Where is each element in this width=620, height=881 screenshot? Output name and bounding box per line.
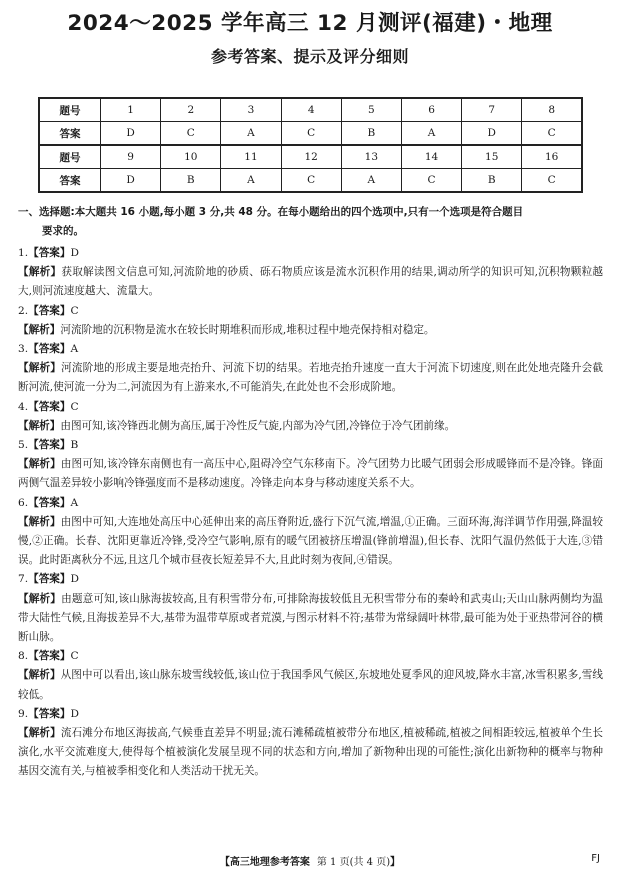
row-header: 题号 bbox=[39, 98, 101, 122]
table-cell: 13 bbox=[341, 145, 401, 169]
question-item bbox=[18, 570, 603, 647]
table-cell: A bbox=[221, 169, 281, 193]
answer-label: 【答案】 bbox=[28, 650, 71, 663]
table-cell: C bbox=[522, 122, 582, 146]
explanation bbox=[18, 455, 603, 493]
question-item bbox=[18, 244, 603, 302]
answer-label: 【答案】 bbox=[28, 304, 71, 317]
analysis-label: 【解析】 bbox=[18, 323, 61, 336]
answer-value: B bbox=[70, 439, 79, 452]
table-cell: 9 bbox=[101, 145, 161, 169]
answer-line bbox=[18, 398, 603, 417]
answer-label: 【答案】 bbox=[28, 400, 71, 413]
table-cell: D bbox=[101, 122, 161, 146]
table-row bbox=[39, 122, 582, 146]
table-cell: C bbox=[401, 169, 461, 193]
explanation-text: 河流阶地的形成主要是地壳抬升、河流下切的结果。若地壳抬升速度一直大于河流下切速度,则在此处地壳隆升会截断河流,使河流一分为二,河流因为有上游来水,不可能消失,在此处也不会形成阶地。 bbox=[18, 362, 603, 394]
analysis-label: 【解析】 bbox=[18, 266, 62, 279]
table-cell: 16 bbox=[522, 145, 582, 169]
question-item bbox=[18, 398, 603, 436]
question-number: 7. bbox=[18, 573, 29, 586]
footer-close: 】 bbox=[390, 857, 401, 868]
table-cell: 5 bbox=[341, 98, 401, 122]
explanation bbox=[18, 724, 603, 782]
table-cell: 12 bbox=[281, 145, 341, 169]
question-number: 9. bbox=[18, 707, 29, 720]
table-cell: 7 bbox=[462, 98, 522, 122]
question-item bbox=[18, 494, 603, 571]
answer-line bbox=[18, 436, 603, 455]
answer-line bbox=[18, 647, 603, 666]
analysis-label: 【解析】 bbox=[18, 727, 61, 740]
table-cell: 3 bbox=[221, 98, 281, 122]
page-number: 第 1 页(共 4 页) bbox=[316, 857, 391, 868]
explanation bbox=[18, 263, 603, 301]
table-cell: C bbox=[281, 122, 341, 146]
answer-label: 【答案】 bbox=[28, 573, 71, 586]
answer-line bbox=[18, 570, 603, 589]
table-cell: B bbox=[161, 169, 221, 193]
answer-value: C bbox=[70, 650, 79, 663]
answer-value: D bbox=[70, 573, 79, 586]
question-item bbox=[18, 705, 603, 782]
table-cell: 2 bbox=[161, 98, 221, 122]
table-cell: C bbox=[281, 169, 341, 193]
answer-label: 【答案】 bbox=[28, 439, 71, 452]
table-cell: A bbox=[341, 169, 401, 193]
answer-label: 【答案】 bbox=[28, 496, 71, 509]
question-number: 8. bbox=[18, 650, 29, 663]
answer-value: C bbox=[70, 304, 79, 317]
page-subtitle: 参考答案、提示及评分细则 bbox=[210, 47, 409, 66]
explanation bbox=[18, 590, 603, 648]
table-cell: 15 bbox=[462, 145, 522, 169]
explanation-text: 由图可知,该冷锋东南侧也有一高压中心,阻碍冷空气东移南下。冷气团势力比暖气团弱会形成暖锋而不是冷锋。锋面两侧气温差异较小影响冷锋强度而不是移动速度。冷锋走向本身与移动速度关系不大。 bbox=[18, 458, 603, 490]
answer-line bbox=[18, 244, 603, 263]
question-item bbox=[18, 436, 603, 494]
explanation-text: 从图中可以看出,该山脉东坡雪线较低,该山位于我国季风气候区,东坡地处夏季风的迎风坡,降水丰富,冰雪积累多,雪线较低。 bbox=[18, 669, 604, 701]
answer-label: 【答案】 bbox=[28, 707, 71, 720]
table-cell: A bbox=[401, 122, 461, 146]
section-heading bbox=[18, 203, 603, 241]
question-item bbox=[18, 302, 603, 340]
answer-line bbox=[18, 705, 603, 724]
explanation-text: 河流阶地的沉积物是流水在较长时期堆积而形成,堆积过程中地壳保持相对稳定。 bbox=[60, 323, 435, 336]
answer-line bbox=[18, 494, 603, 513]
question-list bbox=[18, 244, 603, 782]
explanation-text: 流石滩分布地区海拔高,气候垂直差异不明显;流石滩稀疏植被带分布地区,植被稀疏,植被之间相距较远,植被单个生长演化,水平交流难度大,使得每个植被演化发展呈现不同的状态和方向,增加了新物种出现的可能性;演化出新物种的概率与物种基因交流有关,与植被季相变化和人类活动干扰无关。 bbox=[18, 727, 604, 778]
row-header: 答案 bbox=[39, 122, 101, 146]
explanation bbox=[18, 321, 603, 340]
answer-value: D bbox=[70, 247, 79, 259]
answer-label: 【答案】 bbox=[28, 247, 71, 259]
answer-line bbox=[18, 340, 603, 359]
analysis-label: 【解析】 bbox=[18, 362, 62, 375]
page-footer bbox=[0, 853, 620, 868]
explanation-text: 由图中可知,大连地处高压中心延伸出来的高压脊附近,盛行下沉气流,增温,①正确。三面环海,海洋调节作用强,降温较慢,②正确。长春、沈阳更靠近冷锋,受冷空气影响,原有的暖气团被挤压增温(锋前增温),但长春、沈阳气温仍然低于大连,③错误。此时距离秋分不远,且这几个城市昼夜长短差异不大,且此时刻为夜间,④错误。 bbox=[18, 515, 604, 567]
footer-label: 【高三地理参考答案 bbox=[219, 857, 310, 868]
table-row bbox=[39, 145, 582, 169]
answer-value: D bbox=[70, 707, 79, 720]
row-header: 题号 bbox=[39, 145, 101, 169]
table-row bbox=[39, 98, 582, 122]
answer-value: A bbox=[70, 343, 79, 356]
footer-code: FJ bbox=[591, 853, 600, 864]
answer-line bbox=[18, 302, 603, 321]
question-number: 3. bbox=[18, 343, 29, 356]
table-cell: D bbox=[101, 169, 161, 193]
explanation-text: 由图可知,该冷锋西北侧为高压,属于冷性反气旋,内部为冷气团,冷锋位于冷气团前缘。 bbox=[60, 419, 456, 432]
table-cell: 8 bbox=[522, 98, 582, 122]
analysis-label: 【解析】 bbox=[18, 592, 62, 605]
section-line-2: 要求的。 bbox=[42, 225, 84, 237]
table-cell: D bbox=[462, 122, 522, 146]
page-title: 2024～2025 学年高三 12 月测评(福建)・地理 bbox=[67, 11, 553, 36]
table-cell: 11 bbox=[221, 145, 281, 169]
table-cell: 14 bbox=[401, 145, 461, 169]
table-cell: B bbox=[462, 169, 522, 193]
explanation bbox=[18, 417, 603, 436]
table-cell: 10 bbox=[161, 145, 221, 169]
answer-table bbox=[38, 97, 583, 193]
question-item bbox=[18, 340, 603, 398]
section-line-1: 一、选择题:本大题共 16 小题,每小题 3 分,共 48 分。在每小题给出的四个选项中,只有一个选项是符合题目 bbox=[18, 206, 524, 218]
answer-value: C bbox=[70, 400, 79, 413]
analysis-label: 【解析】 bbox=[18, 669, 61, 682]
answer-label: 【答案】 bbox=[28, 343, 71, 356]
explanation bbox=[18, 666, 603, 704]
explanation bbox=[18, 513, 603, 571]
explanation-text: 由题意可知,该山脉海拔较高,且有积雪带分布,可排除海拔较低且无积雪带分布的秦岭和武夷山;天山山脉两侧均为温带大陆性气候,且海拔差异不大,基带为温带草原或者荒漠,与图示材料不符;基带为常绿阔叶林带,最可能为处于亚热带河谷的横断山脉。 bbox=[18, 592, 604, 644]
table-cell: C bbox=[522, 169, 582, 193]
analysis-label: 【解析】 bbox=[18, 419, 61, 432]
explanation bbox=[18, 359, 603, 397]
question-number: 6. bbox=[18, 496, 29, 509]
table-row bbox=[39, 169, 582, 193]
table-cell: A bbox=[221, 122, 281, 146]
question-number: 2. bbox=[18, 304, 29, 317]
table-cell: 1 bbox=[101, 98, 161, 122]
table-cell: C bbox=[161, 122, 221, 146]
analysis-label: 【解析】 bbox=[18, 458, 61, 471]
explanation-text: 获取解读图文信息可知,河流阶地的砂质、砾石物质应该是流水沉积作用的结果,调动所学的知识可知,沉积物颗粒越大,则河流速度越大、流量大。 bbox=[18, 266, 603, 298]
answer-value: A bbox=[70, 496, 79, 509]
question-item bbox=[18, 647, 603, 705]
table-cell: 6 bbox=[401, 98, 461, 122]
table-cell: 4 bbox=[281, 98, 341, 122]
analysis-label: 【解析】 bbox=[18, 515, 61, 528]
row-header: 答案 bbox=[39, 169, 101, 193]
question-number: 1. bbox=[18, 247, 29, 259]
question-number: 4. bbox=[18, 400, 29, 413]
question-number: 5. bbox=[18, 439, 29, 452]
table-cell: B bbox=[341, 122, 401, 146]
